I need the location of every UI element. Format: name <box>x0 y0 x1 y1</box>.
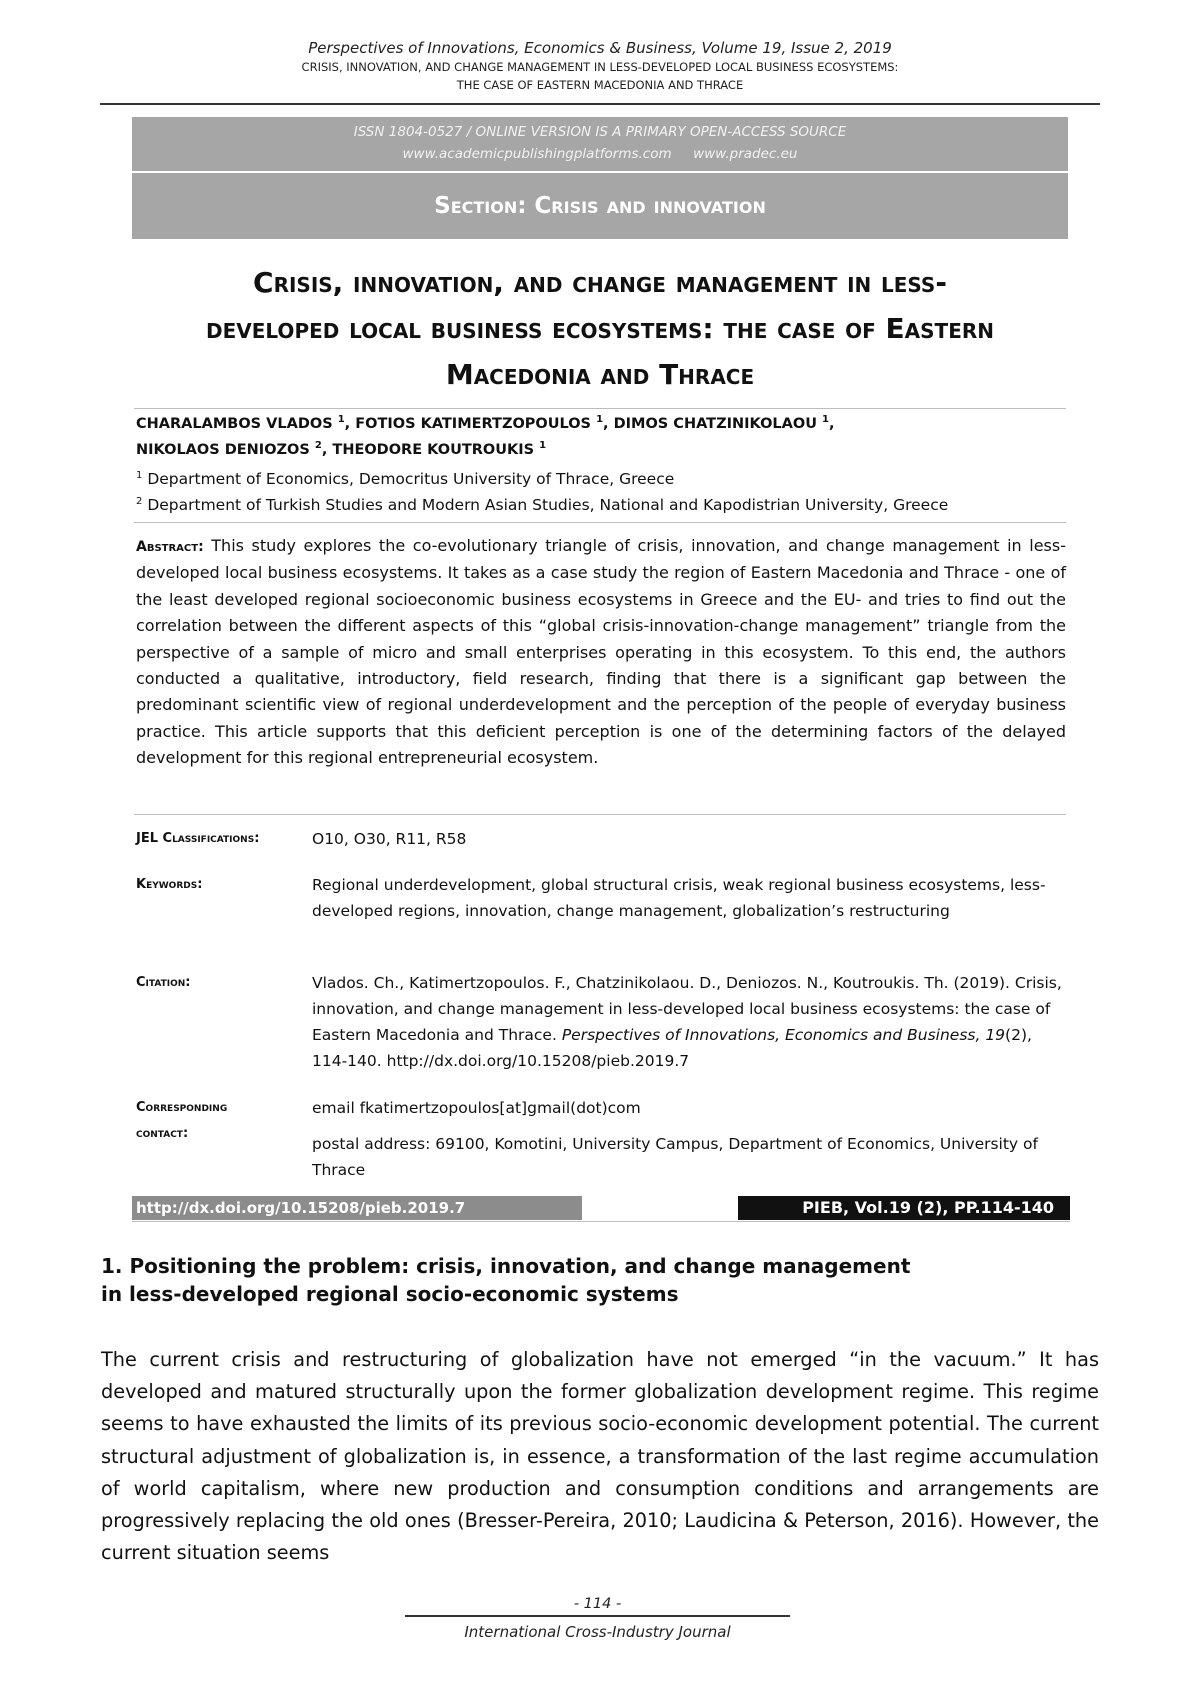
section-1-heading <box>101 1252 1001 1308</box>
author-line-1 <box>136 411 1066 437</box>
author-line-2 <box>136 437 1066 463</box>
contact-postal: postal address: 69100, Komotini, University Campus, Department of Economics, University of Thrace <box>312 1135 1038 1179</box>
citation-text: Vlados. Ch., Katimertzopoulos. F., Chatzinikolaou. D., Deniozos. N., Koutroukis. Th. (2019). Crisis, innovation, and change management in less-developed local business ecosystems: the case of Eastern Macedonia and Thrace. <box>312 974 1062 1044</box>
author-name: DIMOS CHATZINIKOLAOU <box>613 416 817 432</box>
running-title-line-2: THE CASE OF EASTERN MACEDONIA AND THRACE <box>456 78 744 92</box>
author-name: FOTIOS KATIMERTZOPOULOS <box>355 416 592 432</box>
footer-divider <box>405 1615 790 1617</box>
contact-email: email fkatimertzopoulos[at]gmail(dot)com <box>312 1099 641 1117</box>
affiliation-marker: 1 <box>337 414 345 426</box>
author-name: THEODORE KOUTROUKIS <box>332 442 535 458</box>
affiliation-marker: 1 <box>596 414 604 426</box>
author-separator: , <box>321 442 328 458</box>
jel-value: O10, O30, R11, R58 <box>312 830 467 848</box>
affiliation-number: 1 <box>136 469 143 481</box>
affiliation-text: Department of Economics, Democritus University of Thrace, Greece <box>147 470 675 488</box>
affiliation-marker: 1 <box>822 414 830 426</box>
author-name: NIKOLAOS DENIOZOS <box>136 442 310 458</box>
section-banner <box>132 173 1068 239</box>
header-divider <box>100 103 1100 105</box>
affiliation-number: 2 <box>136 495 143 507</box>
affiliation-2 <box>136 492 1066 518</box>
journal-line: Perspectives of Innovations, Economics & Business, Volume 19, Issue 2, 2019 <box>308 39 892 57</box>
issn-urls <box>132 144 1068 164</box>
contact-value <box>312 1095 1068 1183</box>
section-heading-line-1: 1. Positioning the problem: crisis, innovation, and change management <box>101 1254 911 1278</box>
publisher-url-2[interactable]: www.pradec.eu <box>693 146 798 162</box>
contact-label-line-1: Corresponding <box>136 1100 228 1115</box>
citation-rest: (2), 114-140. http://dx.doi.org/10.15208/pieb.2019.7 <box>312 1026 1032 1070</box>
affiliation-marker: 1 <box>539 440 547 452</box>
doi-link[interactable]: http://dx.doi.org/10.15208/pieb.2019.7 <box>132 1196 582 1220</box>
citation-journal: Perspectives of Innovations, Economics and Business, 19 <box>561 1026 1006 1044</box>
section-label: Section: Crisis and innovation <box>434 193 766 219</box>
publisher-url-1[interactable]: www.academicpublishingplatforms.com <box>402 146 672 162</box>
abstract-label: Abstract: <box>136 539 204 555</box>
title-line-3: Macedonia and Thrace <box>445 358 755 391</box>
citation-value <box>312 970 1068 1074</box>
author-name: CHARALAMBOS VLADOS <box>136 416 333 432</box>
title-line-1: Crisis, innovation, and change management in less- <box>253 266 947 299</box>
jel-label: JEL Classifications: <box>136 831 260 846</box>
affiliation-text: Department of Turkish Studies and Modern Asian Studies, National and Kapodistrian University, Greece <box>147 496 949 514</box>
keywords-label: Keywords: <box>136 877 203 892</box>
page-number: - 114 - <box>573 1596 622 1612</box>
doi-bar-rule <box>132 1221 1070 1222</box>
section-heading-line-2: in less-developed regional socio-economic systems <box>101 1282 679 1306</box>
affiliations <box>136 466 1066 518</box>
citation-label: Citation: <box>136 975 191 990</box>
author-list <box>136 411 1066 463</box>
author-separator: , <box>344 416 351 432</box>
keywords-value: Regional underdevelopment, global structural crisis, weak regional business ecosystems, less-developed regions, innovation, change management, globalization’s restructuring <box>312 876 1046 920</box>
author-separator: , <box>603 416 609 432</box>
running-header <box>100 38 1100 94</box>
footer-journal-name: International Cross-Industry Journal <box>464 1623 731 1641</box>
paper-title <box>130 260 1070 398</box>
affiliation-marker: 2 <box>314 440 322 452</box>
affiliation-1 <box>136 466 1066 492</box>
abstract-text: This study explores the co-evolutionary triangle of crisis, innovation, and change management in less-developed local business ecosystems. It takes as a case study the region of Eastern Macedonia and Thrace - one of the least developed regional socioeconomic business ecosystems in Greece and the EU- and tries to find out the correlation between the different aspects of this “global crisis-innovation-change management” triangle from the perspective of a sample of micro and small enterprises operating in this ecosystem. To this end, the authors conducted a qualitative, introductory, field research, finding that there is a significant gap between the predominant scientific view of regional underdevelopment and the perception of the people of everyday business practice. This article supports that this deficient perception is one of the determining factors of the delayed development for this regional entrepreneurial ecosystem. <box>136 536 1066 768</box>
title-line-2: developed local business ecosystems: the case of Eastern <box>206 312 994 345</box>
authors-top-rule <box>134 408 1066 409</box>
issn-text: ISSN 1804-0527 / ONLINE VERSION IS A PRIMARY OPEN-ACCESS SOURCE <box>353 124 847 140</box>
contact-label-line-2: contact: <box>136 1126 189 1141</box>
abstract-bottom-rule <box>134 814 1066 815</box>
contact-label <box>136 1095 306 1147</box>
running-title-line-1: CRISIS, INNOVATION, AND CHANGE MANAGEMENT IN LESS-DEVELOPED LOCAL BUSINESS ECOSYSTEMS: <box>301 60 899 74</box>
abstract-top-rule <box>134 522 1066 523</box>
author-separator: , <box>829 416 835 432</box>
body-paragraph: The current crisis and restructuring of globalization have not emerged “in the vacuum.” It has developed and matured structurally upon the former globalization development regime. This regime seems to have exhausted the limits of its previous socio-economic development potential. The current structural adjustment of globalization is, in essence, a transformation of the last regime accumulation of world capitalism, where new production and consumption conditions and arrangements are progressively replacing the old ones (Bresser-Pereira, 2010; Laudicina & Peterson, 2016). However, the current situation seems <box>101 1348 1099 1565</box>
abstract <box>136 533 1066 772</box>
issn-box <box>132 117 1068 171</box>
volume-badge: PIEB, Vol.19 (2), PP.114-140 <box>738 1196 1070 1220</box>
